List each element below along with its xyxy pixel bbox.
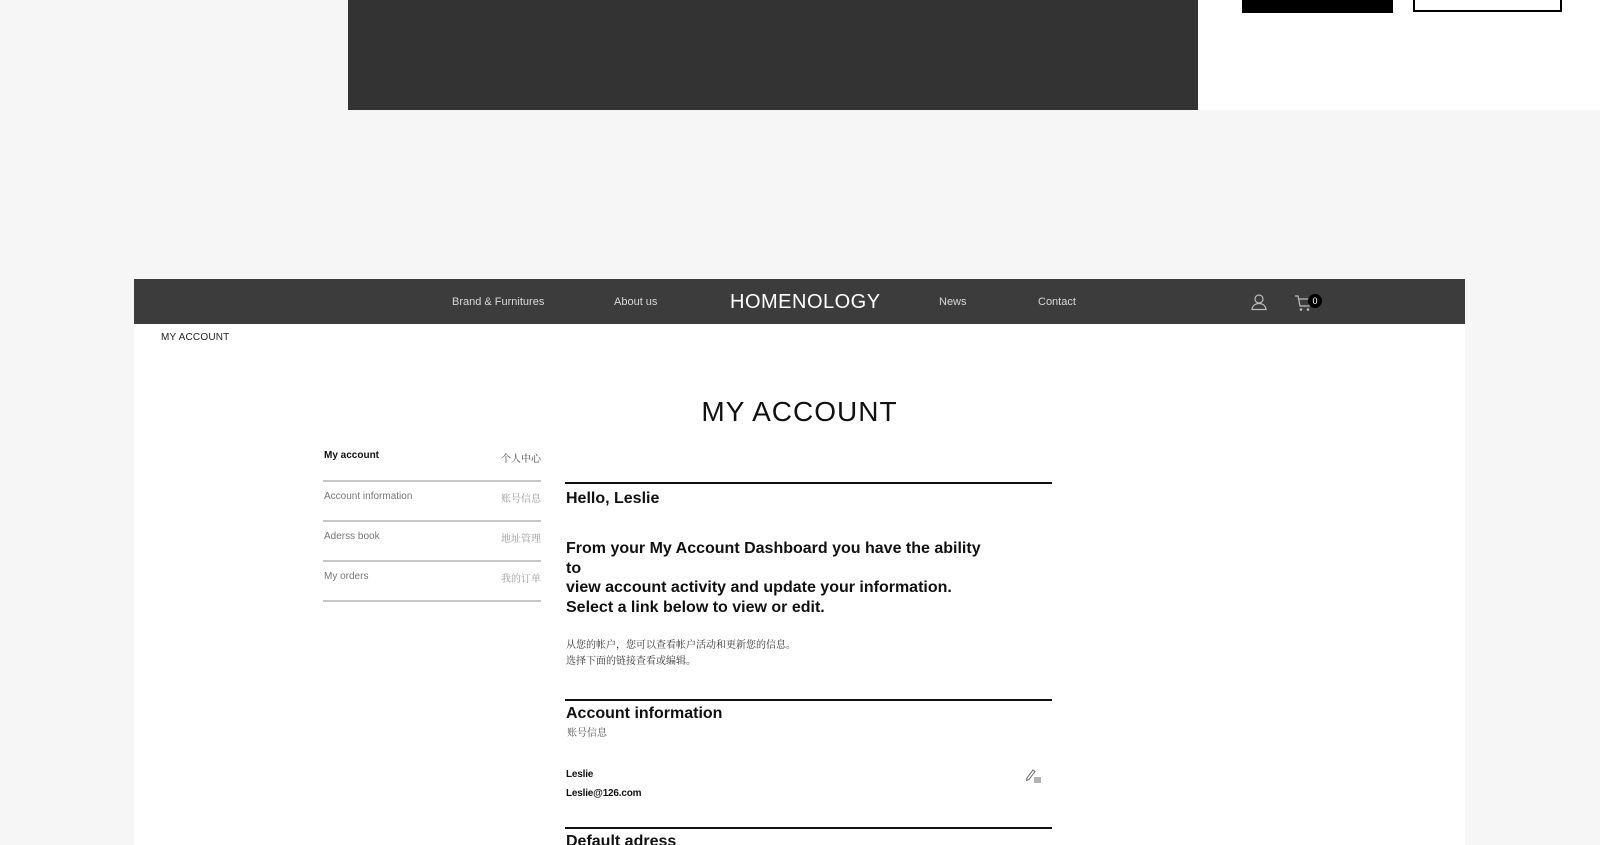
sidebar-item-label-cn: 账号信息	[501, 494, 541, 505]
intro-line: view account activity and update your information.	[566, 579, 952, 596]
sidebar-item-label: My orders	[324, 571, 369, 582]
nav-link-contact[interactable]: Contact	[1038, 296, 1076, 308]
nav-link-about[interactable]: About us	[614, 296, 658, 308]
cart-count-badge: 0	[1308, 294, 1322, 308]
divider	[565, 827, 1052, 829]
account-name: Leslie	[566, 769, 594, 780]
account-information-title: Account information	[566, 705, 723, 722]
sidebar-item-account-information[interactable]	[323, 482, 541, 522]
user-icon[interactable]	[1250, 293, 1268, 311]
top-filled-button[interactable]	[1242, 0, 1393, 13]
sidebar-item-label-cn: 地址管理	[501, 534, 541, 545]
account-page	[134, 279, 1465, 845]
default-address-title: Default adress	[566, 833, 677, 845]
logo[interactable]: HOMENOLOGY	[730, 291, 881, 313]
dashboard-intro-cn	[566, 638, 1052, 670]
account-sidebar	[323, 450, 541, 602]
account-information-subtitle: 账号信息	[567, 728, 607, 739]
sidebar-item-my-account[interactable]	[323, 450, 541, 482]
account-dashboard	[565, 482, 1052, 845]
top-dark-panel	[348, 0, 1198, 110]
sidebar-item-label: Account information	[324, 491, 413, 502]
intro-cn-line: 选择下面的链接查看或编辑。	[566, 656, 696, 667]
greeting: Hello, Leslie	[566, 490, 660, 507]
sidebar-item-label: Aderss book	[324, 531, 380, 542]
sidebar-item-label-cn: 我的订单	[501, 574, 541, 585]
navbar	[134, 279, 1465, 324]
nav-link-news[interactable]: News	[939, 296, 967, 308]
divider	[565, 699, 1052, 701]
top-white-panel	[1198, 0, 1600, 110]
edit-icon[interactable]	[1024, 767, 1042, 785]
dashboard-intro	[566, 539, 996, 617]
sidebar-item-label: My account	[324, 450, 380, 461]
intro-line: Select a link below to view or edit.	[566, 598, 825, 616]
account-email: Leslie@126.com	[566, 788, 642, 799]
top-outline-button[interactable]	[1413, 0, 1562, 12]
account-details	[565, 769, 1052, 799]
divider	[565, 482, 1052, 484]
breadcrumb[interactable]: MY ACCOUNT	[161, 332, 230, 343]
sidebar-item-my-orders[interactable]	[323, 562, 541, 602]
sidebar-item-address-book[interactable]	[323, 522, 541, 562]
intro-line: From your My Account Dashboard you have the ability to	[566, 540, 981, 577]
nav-link-brand[interactable]: Brand & Furnitures	[452, 296, 545, 308]
intro-cn-line: 从您的帐户，您可以查看帐户活动和更新您的信息。	[566, 640, 796, 651]
sidebar-item-label-cn: 个人中心	[501, 454, 541, 465]
page-title: MY ACCOUNT	[701, 396, 898, 427]
